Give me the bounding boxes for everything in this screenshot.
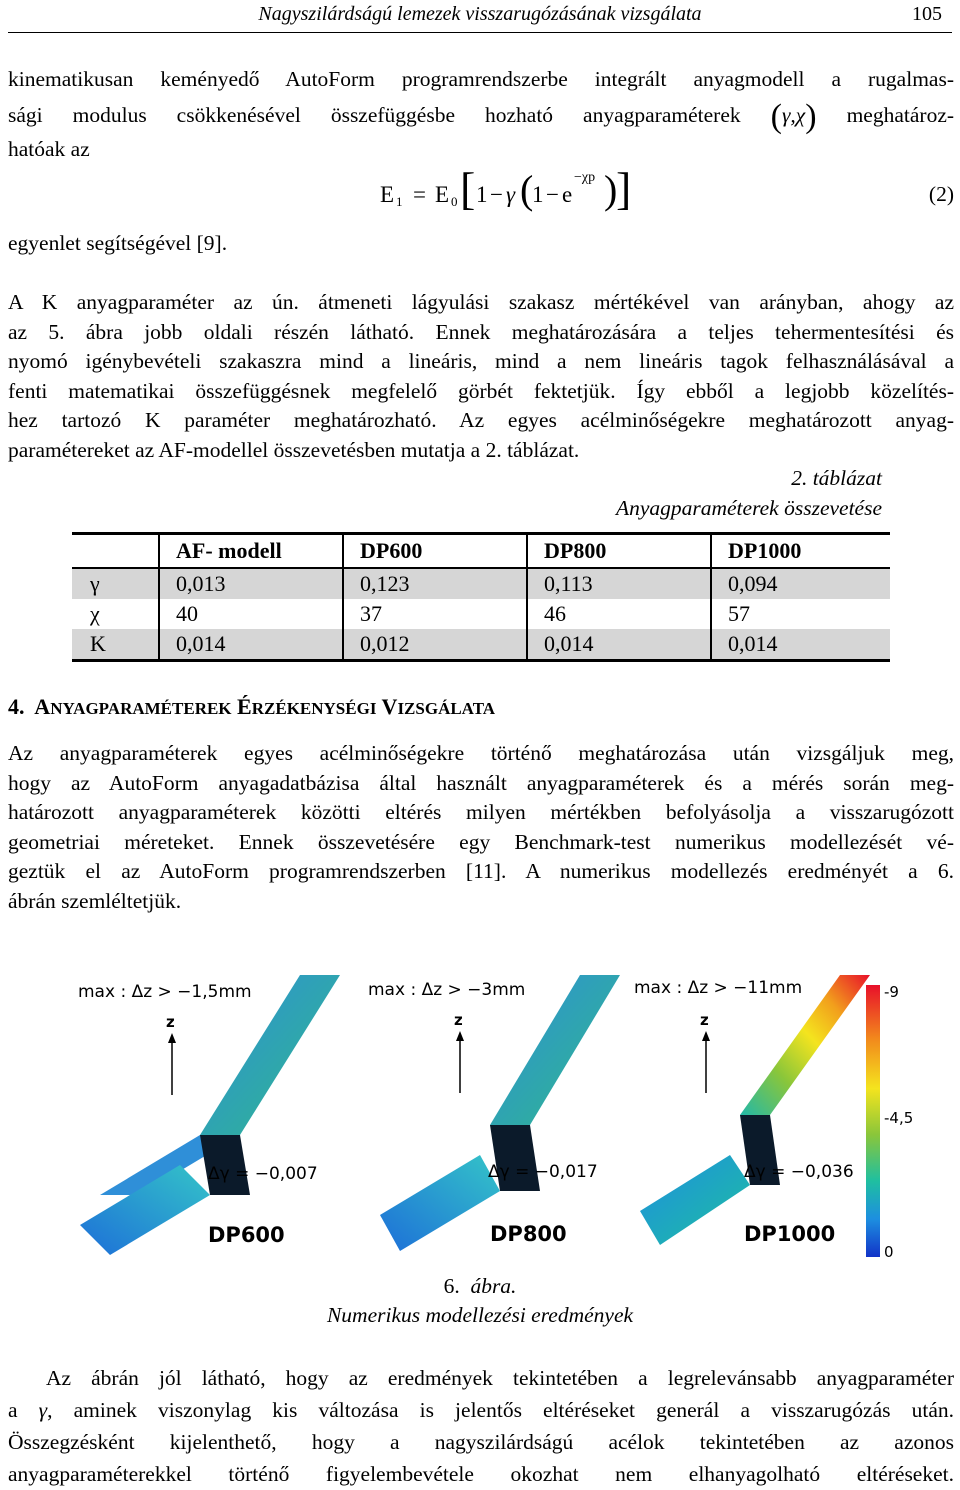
p2-line: paramétereket az AF-modellel összevetésben mutatja a 2. táblázat. — [8, 437, 580, 462]
table-row: K 0,014 0,012 0,014 0,014 — [72, 629, 890, 661]
running-header — [8, 0, 952, 33]
simulation-figure — [60, 955, 920, 1265]
paragraph-conclusion — [8, 1362, 954, 1490]
max-label: max : Δz > −11mm — [634, 978, 803, 998]
metal-base — [380, 1155, 500, 1251]
intro-line-1: kinematikusan keményedő AutoForm programrendszerbe integrált anyagmodell a rugalmas- — [8, 67, 954, 91]
page: Nagyszilárdságú lemezek visszarugózásának vizsgálata 105 kinematikusan keményedő AutoForm programrendszerbe integrált anyagmodell a rugalmas- sági modulus csökkenésével összefüggésbe hozható anyagparaméterek (γ,χ) meghatároz- hatóak az E 1 = E 0 [ 1 − γ ( 1 − e −χp ) ] (2) egyenlet segítségével [9]. A K anyagparaméter az ún. átmeneti lágyulási szakasz mértékével van arányban, ahogy az az 5. ábra jobb oldali részén látható. Ennek meghatározására a teljes tehermentesítési és nyomó igénybevételi szakaszra mind a lineáris, mind a nem lineáris tagok felhasználásával a fenti matematikai összefüggésnek megfelelő görbét fektetjük. Így ebből a legjobb közelítés- hez tartozó K paraméter meghatározható. Az egyes acélminőségekre meghatározott anyag- paramétereket az AF-modellel összevetésben mutatja a 2. táblázat. 2. táblázat Anyagparaméterek összevetése AF- modell DP600 DP800 DP1000 γ 0,013 0,123 0,113 0,094 χ 40 37 46 57 K 0,014 0,012 0,014 0,014 4. ANYAGPARAMÉTEREK ÉRZÉKENYSÉGI VIZSGÁLATA Az anyagparaméterek egyes acélminőségekre történő meghatározása után vizsgáljuk meg, hogy az AutoForm anyagadatbázisa által használt anyagparaméterek és a mérés során meg- határozott anyagparaméterek közötti eltérés milyen mértékben befolyásolja a visszarugózott geometriai méreteket. Ennek összevetésére egy Benchmark-test numerikus modellezését vé- geztük el az AutoForm programrendszerben [11]. A numerikus modellezés eredményét a 6. ábrán szemléltetjük. max : Δz > −1,5mm z Δγ = −0,007 DP600 max : Δz > −3mm z Δγ = −0,017 DP800 max : Δz > −11mm z Δγ = −0,036 DP1000 -9 -4,5 0 6. ábra. Numerikus modellezési eredmények Az ábrán jól látható, hogy az eredmények tekintetében a legrelevánsabb anyagparaméter a γ, aminek viszonylag kis változása is jelentős eltéréseket generál a visszarugózás után. Összegzésként kijelenthető, hogy a nagyszilárdságú acélok tekintetében az azonos anyagparaméterekkel történő figyelembevétele okozhat nem elhanyagolható eltéréseket. — [0, 0, 960, 1489]
delta-gamma: Δγ = −0,036 — [744, 1162, 854, 1182]
intro-line-4: egyenlet segítségével [9]. — [8, 231, 228, 255]
paragraph-k-parameter — [8, 288, 954, 466]
table-row: χ 40 37 46 57 — [72, 599, 890, 629]
z-axis-label: z — [454, 1011, 463, 1029]
intro-line-2: sági modulus csökkenésével összefüggésbe hozható anyagparaméterek (γ,χ) meghatároz- — [8, 97, 955, 135]
legend-bar — [866, 985, 880, 1257]
figure-number: 6. ábra. — [443, 1274, 517, 1298]
intro-line-3: hatóak az — [8, 136, 90, 161]
p2-line: hez tartozó K paraméter meghatározható. Az egyes acélminőségekre meghatározott anyag- — [8, 408, 954, 433]
parameter-table — [72, 532, 890, 662]
p2-line: fenti matematikai összefüggésnek megfelelő görbét fektetjük. Így ebből a legjobb közelítés- — [8, 378, 954, 403]
delta-gamma: Δγ = −0,007 — [208, 1164, 318, 1184]
equation-number: (2) — [928, 182, 954, 206]
header-title: Nagyszilárdságú lemezek visszarugózásának vizsgálata — [258, 3, 702, 25]
p2-line: A K anyagparaméter az ún. átmeneti lágyulási szakasz mértékével van arányban, ahogy az — [8, 290, 954, 314]
legend-tick: 0 — [884, 1243, 894, 1261]
gamma-chi-symbols: γ,χ — [781, 102, 806, 127]
metal-base — [640, 1155, 750, 1245]
p2-line: nyomó igénybevételi szakaszra mind a lineáris, mind a nem lineáris tagok felhasználásával a — [8, 349, 954, 374]
p3-line: határozott anyagparaméterek közötti eltérés milyen mértékben befolyásolja a visszarugózott — [8, 800, 954, 825]
p4-line: anyagparaméterekkel történő figyelembevétele okozhat nem elhanyagolható eltéréseket. — [8, 1462, 954, 1486]
panel-dp600 — [78, 975, 340, 1255]
table-row: γ 0,013 0,123 0,113 0,094 — [72, 568, 890, 599]
max-label: max : Δz > −3mm — [368, 980, 526, 1000]
delta-gamma: Δγ = −0,017 — [488, 1162, 598, 1182]
page-number: 105 — [912, 3, 942, 25]
p4-line: Összegzésként kijelenthető, hogy a nagyszilárdságú acélok tekintetében az azonos — [8, 1430, 954, 1454]
p3-line: geometriai méreteket. Ennek összevetésére egy Benchmark-test numerikus modellezését vé- — [8, 829, 954, 854]
p2-line: az 5. ábra jobb oldali részén látható. Ennek meghatározására a teljes tehermentesítési és — [8, 319, 954, 344]
table-header-row: AF- modell DP600 DP800 DP1000 — [72, 534, 890, 569]
table-number: 2. táblázat — [791, 466, 882, 490]
panel-dp800 — [368, 975, 620, 1251]
section-heading: 4. ANYAGPARAMÉTEREK ÉRZÉKENYSÉGI VIZSGÁLATA — [8, 694, 496, 719]
p3-line: ábrán szemléltetjük. — [8, 888, 182, 913]
intro-paragraph — [8, 65, 954, 164]
paragraph-sensitivity — [8, 739, 954, 917]
p4-line: a γ, aminek viszonylag kis változása is jelentős eltéréseket generál a visszarugózás után. — [8, 1398, 955, 1422]
panel-name: DP1000 — [744, 1222, 836, 1246]
table-title: Anyagparaméterek összevetése — [615, 496, 882, 520]
p4-line: Az ábrán jól látható, hogy az eredmények tekintetében a legrelevánsabb anyagparaméter — [46, 1366, 954, 1390]
z-axis-label: z — [700, 1011, 709, 1029]
p3-line: geztük el az AutoForm programrendszerben [11]. A numerikus modellezés eredményét a 6. — [8, 859, 954, 884]
panel-name: DP800 — [490, 1222, 567, 1246]
p3-line: Az anyagparaméterek egyes acélminőségekre történő meghatározása után vizsgáljuk meg, — [8, 741, 954, 765]
legend-tick: -9 — [884, 983, 899, 1001]
max-label: max : Δz > −1,5mm — [78, 982, 252, 1002]
panel-name: DP600 — [208, 1223, 285, 1247]
p3-line: hogy az AutoForm anyagadatbázisa által használt anyagparaméterek és a mérés során meg- — [8, 770, 954, 795]
panel-dp1000 — [634, 975, 870, 1246]
color-legend — [866, 983, 913, 1261]
legend-tick: -4,5 — [884, 1109, 914, 1127]
figure-title: Numerikus modellezési eredmények — [326, 1303, 634, 1327]
z-axis-label: z — [166, 1013, 175, 1031]
